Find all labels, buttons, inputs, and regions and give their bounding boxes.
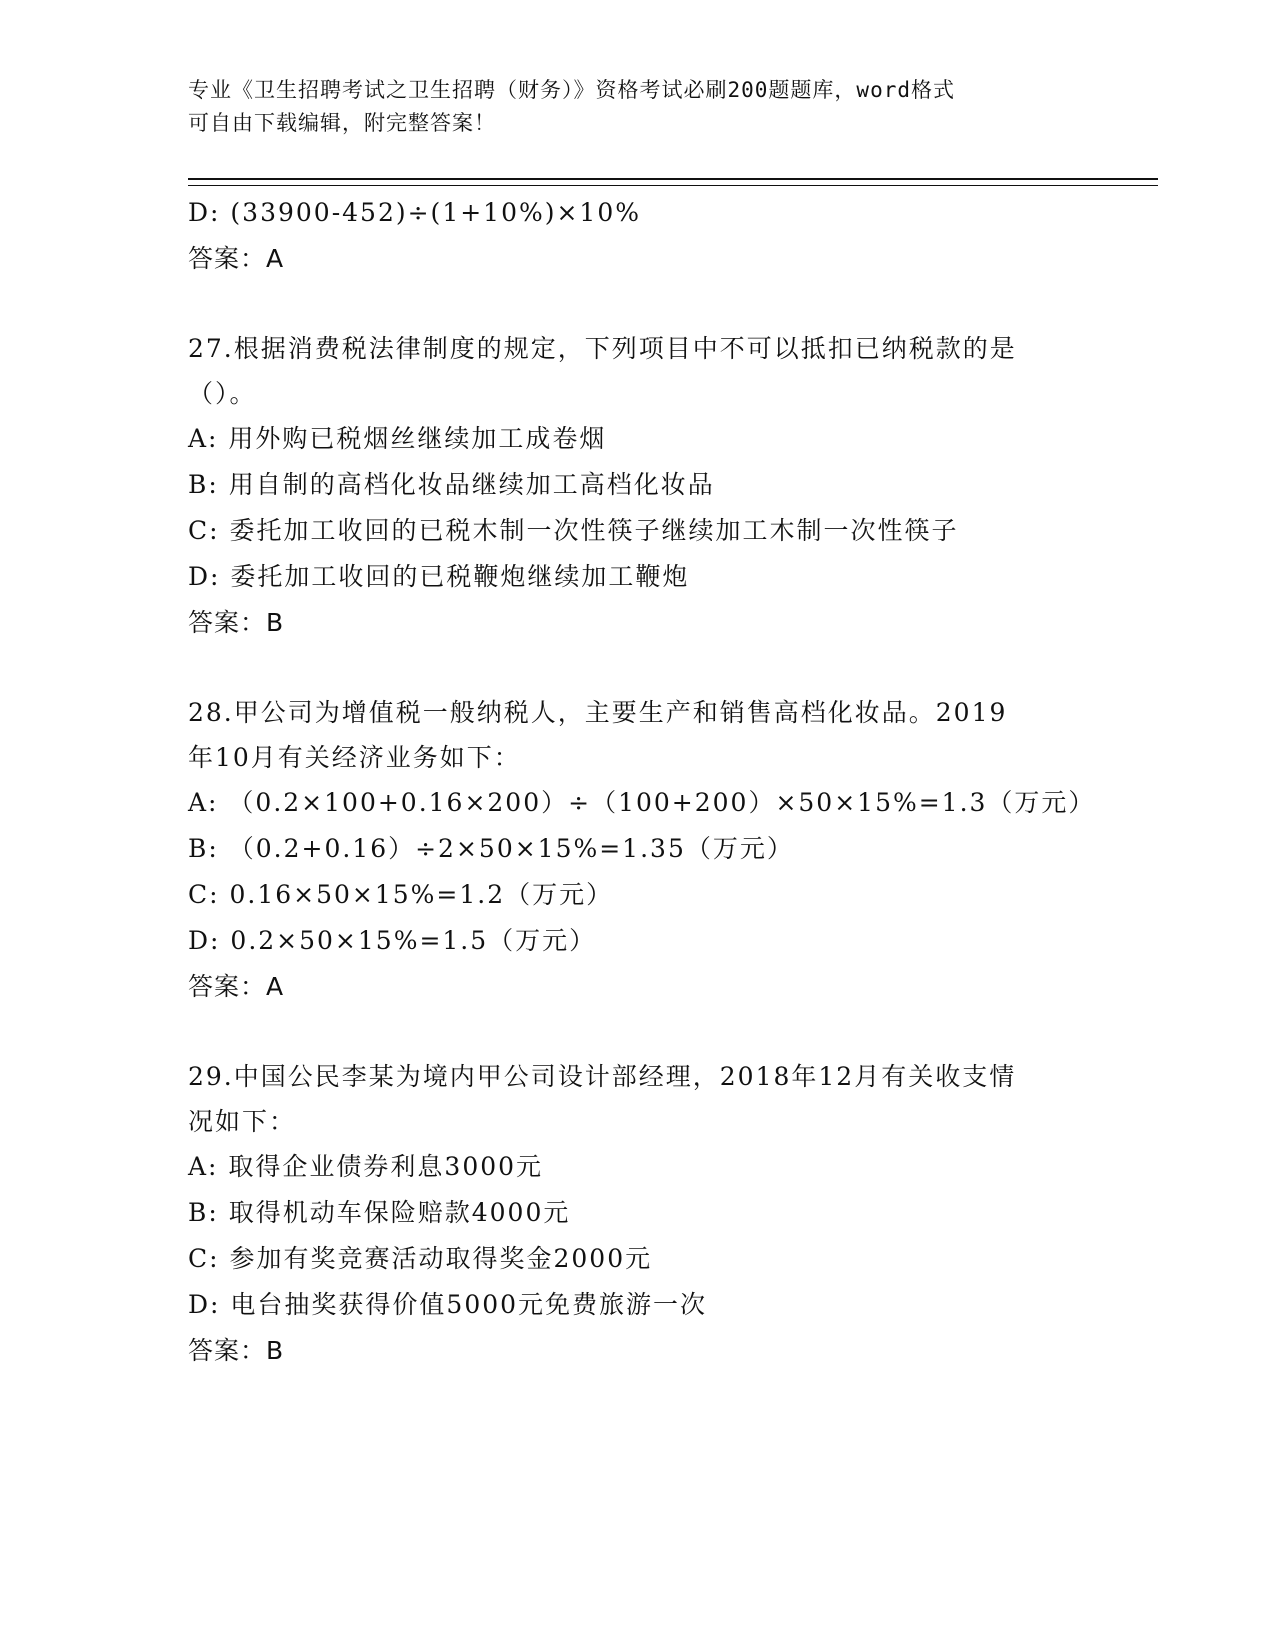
option-b: B: （0.2+0.16）÷2×50×15%=1.35（万元） xyxy=(188,834,794,863)
option-a: A: 用外购已税烟丝继续加工成卷烟 xyxy=(188,424,607,453)
option-b: B: 用自制的高档化妆品继续加工高档化妆品 xyxy=(188,470,715,499)
option-c: C: 参加有奖竞赛活动取得奖金2000元 xyxy=(188,1244,653,1273)
question-27 xyxy=(188,326,1088,646)
header-divider xyxy=(188,178,1158,186)
question-29 xyxy=(188,1054,1088,1374)
header-title-line-1: 专业《卫生招聘考试之卫生招聘（财务）》资格考试必刷200题题库，word格式 xyxy=(188,78,955,102)
question-stem-continued: （）。 xyxy=(188,379,257,408)
answer-line: 答案：B xyxy=(188,1336,285,1365)
question-stem-continued: 况如下： xyxy=(188,1107,297,1136)
question-stem-continued: 年10月有关经济业务如下： xyxy=(188,743,521,772)
question-stem: 27.根据消费税法律制度的规定，下列项目中不可以抵扣已纳税款的是 xyxy=(188,334,1017,363)
spacer xyxy=(188,282,1088,326)
option-d: D: 0.2×50×15%=1.5（万元） xyxy=(188,926,597,955)
answer-line: 答案：A xyxy=(188,972,285,1001)
option-d: D: (33900-452)÷(1+10%)×10% xyxy=(188,198,642,227)
option-c: C: 委托加工收回的已税木制一次性筷子继续加工木制一次性筷子 xyxy=(188,516,959,545)
question-stem: 28.甲公司为增值税一般纳税人，主要生产和销售高档化妆品。2019 xyxy=(188,698,1008,727)
document-body xyxy=(188,190,1096,1374)
question-28 xyxy=(188,690,1096,1010)
option-d: D: 电台抽奖获得价值5000元免费旅游一次 xyxy=(188,1290,708,1319)
header-title-line-2: 可自由下载编辑，附完整答案！ xyxy=(188,111,496,135)
option-c: C: 0.16×50×15%=1.2（万元） xyxy=(188,880,614,909)
spacer xyxy=(188,1010,1088,1054)
option-d: D: 委托加工收回的已税鞭炮继续加工鞭炮 xyxy=(188,562,690,591)
option-b: B: 取得机动车保险赔款4000元 xyxy=(188,1198,571,1227)
answer-line: 答案：B xyxy=(188,608,285,637)
previous-question-tail xyxy=(188,190,1088,282)
page-header xyxy=(188,74,1088,140)
answer-line: 答案：A xyxy=(188,244,285,273)
spacer xyxy=(188,646,1088,690)
option-a: A: （0.2×100+0.16×200）÷（100+200）×50×15%=1.3（万元） xyxy=(188,788,1096,817)
option-a: A: 取得企业债券利息3000元 xyxy=(188,1152,544,1181)
question-stem: 29.中国公民李某为境内甲公司设计部经理，2018年12月有关收支情 xyxy=(188,1062,1017,1091)
